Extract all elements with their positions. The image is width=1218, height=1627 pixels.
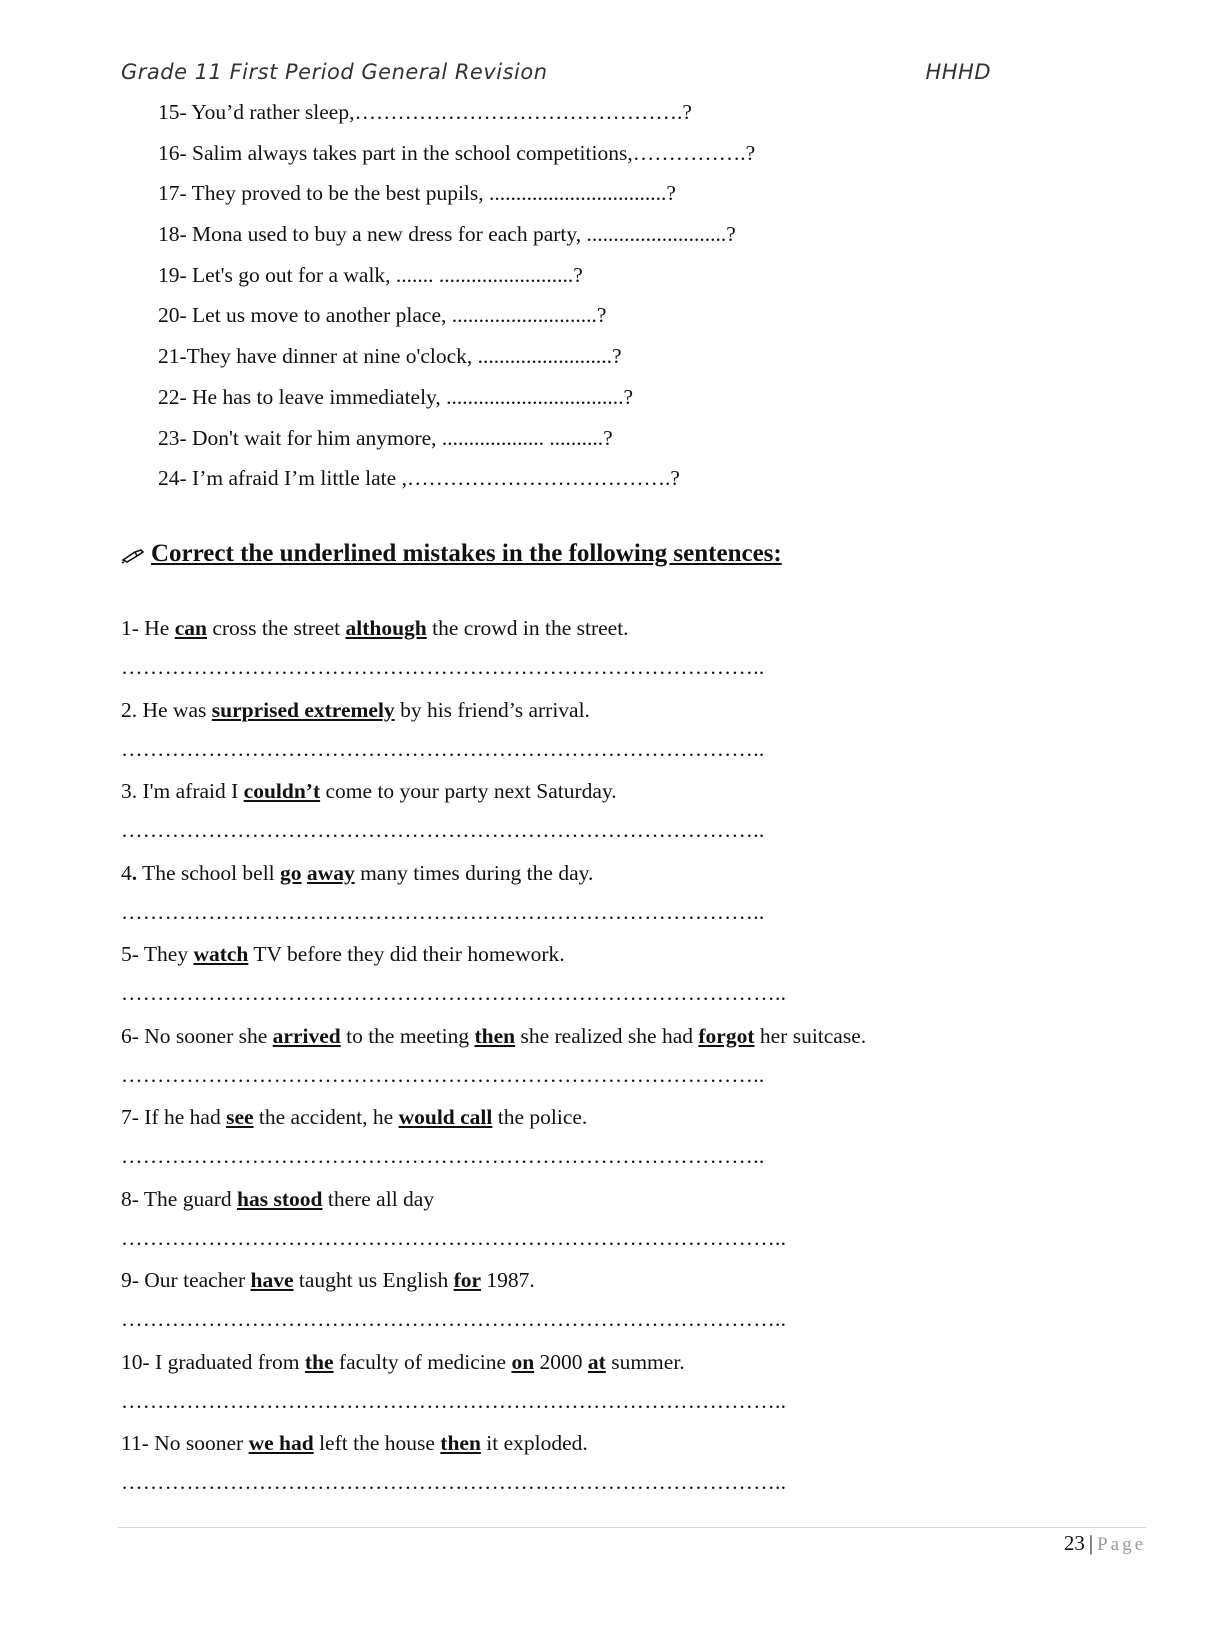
answer-line[interactable]: ……………………………………………………………………………….. <box>121 1225 787 1250</box>
correction-item <box>121 1097 1121 1179</box>
correction-item <box>121 1260 1121 1342</box>
sentence-text: The school bell <box>137 860 281 885</box>
section-title-text: Correct the underlined mistakes in the following sentences: <box>151 540 782 567</box>
page-number: 23 <box>1063 1531 1085 1555</box>
sentence-text: summer. <box>605 1349 685 1374</box>
sentence-text: 11- No sooner <box>121 1431 249 1455</box>
tag-question-item: 20- Let us move to another place, ...........................? <box>158 303 607 328</box>
underlined-mistake: then <box>440 1431 481 1455</box>
correction-sentence <box>121 1179 1121 1219</box>
sentence-text: 6- No sooner she <box>121 1023 273 1048</box>
correction-item <box>121 1423 1121 1505</box>
tag-question-item: 17- They proved to be the best pupils, .................................? <box>158 181 676 206</box>
tag-question-item: 22- He has to leave immediately, .................................? <box>158 384 634 409</box>
tag-question-item: 23- Don't wait for him anymore, ................... ..........? <box>158 425 613 450</box>
sentence-text: to the meeting <box>340 1023 475 1048</box>
sentence-text: many times during the day. <box>354 860 594 885</box>
underlined-mistake: have <box>250 1268 294 1292</box>
sentence-text: left the house <box>313 1431 441 1455</box>
sentence-text: TV before they did their homework. <box>248 942 565 966</box>
underlined-mistake: arrived <box>272 1023 341 1048</box>
tag-question-item: 24- I’m afraid I’m little late ,……………………………….? <box>158 466 680 491</box>
correction-sentence <box>121 608 1121 648</box>
correction-sentence <box>121 1342 1121 1382</box>
tag-question-item: 18- Mona used to buy a new dress for each party, ..........................? <box>158 222 736 247</box>
tag-question-item: 15- You’d rather sleep,……………………………………….? <box>158 100 692 124</box>
underlined-mistake: the <box>304 1349 334 1374</box>
underlined-mistake: for <box>453 1268 482 1292</box>
sentence-text: the crowd in the street. <box>426 616 629 640</box>
answer-line[interactable]: ……………………………………………………………………………….. <box>121 1470 787 1494</box>
tag-question-item: 16- Salim always takes part in the school competitions,…………….? <box>158 140 756 165</box>
tag-question-item: 21-They have dinner at nine o'clock, .........................? <box>158 344 622 369</box>
correction-item <box>121 1179 1121 1261</box>
page-footer <box>1064 1531 1146 1556</box>
correction-sentence <box>121 690 1121 730</box>
correction-item <box>121 1016 1121 1098</box>
correction-item <box>121 1342 1121 1424</box>
correction-item <box>121 608 1121 690</box>
underlined-mistake: then <box>474 1023 516 1048</box>
underlined-mistake: although <box>345 616 427 640</box>
sentence-text: 7- If he had <box>121 1105 227 1129</box>
correction-sentence <box>121 1016 1121 1056</box>
page-header <box>121 60 991 90</box>
underlined-mistake: go <box>280 860 302 885</box>
correction-sentence <box>121 1097 1121 1137</box>
sentence-text: 5- They <box>121 942 194 966</box>
answer-line[interactable]: ……………………………………………………………………………….. <box>121 1388 787 1413</box>
footer-divider <box>118 1527 1146 1528</box>
sentence-text: 10- I graduated from <box>121 1349 305 1374</box>
sentence-text: . <box>131 860 138 885</box>
answer-line[interactable]: …………………………………………………………………………….. <box>121 818 765 842</box>
sentence-text: 1- He <box>121 616 175 640</box>
correction-sentence <box>121 934 1121 974</box>
header-title: Grade 11 First Period General Revision <box>121 60 548 84</box>
correction-item <box>121 771 1121 853</box>
answer-line[interactable]: ……………………………………………………………………………….. <box>121 1307 787 1331</box>
answer-line[interactable]: …………………………………………………………………………….. <box>121 899 765 924</box>
answer-line[interactable]: ……………………………………………………………………………….. <box>121 981 787 1005</box>
sentence-text: 3. I'm afraid I <box>121 779 244 803</box>
sentence-text: 1987. <box>481 1268 535 1292</box>
underlined-mistake: away <box>306 860 355 885</box>
correction-sentence <box>121 1423 1121 1463</box>
sentence-text: it exploded. <box>480 1431 588 1455</box>
correction-sentence <box>121 771 1121 811</box>
sentence-text: cross the street <box>206 616 346 640</box>
sentence-text: 2000 <box>534 1349 588 1374</box>
sentence-text: her suitcase. <box>754 1023 867 1048</box>
underlined-mistake: couldn’t <box>243 779 321 803</box>
header-initials: HHHD <box>925 60 991 84</box>
underlined-mistake: at <box>587 1349 606 1374</box>
underlined-mistake: can <box>174 616 207 640</box>
sentence-text: come to your party next Saturday. <box>320 779 617 803</box>
sentence-text: 8- The guard <box>121 1186 238 1211</box>
sentence-text: she realized she had <box>515 1023 699 1048</box>
answer-line[interactable]: …………………………………………………………………………….. <box>121 736 765 761</box>
underlined-mistake: surprised extremely <box>211 697 395 722</box>
underlined-mistake: would call <box>398 1105 493 1129</box>
underlined-mistake: watch <box>193 942 249 966</box>
correction-sentence <box>121 1260 1121 1300</box>
tag-question-item: 19- Let's go out for a walk, ....... .........................? <box>158 262 583 287</box>
correction-sentence <box>121 853 1121 893</box>
sentence-text: the accident, he <box>253 1105 399 1129</box>
answer-line[interactable]: …………………………………………………………………………….. <box>121 1144 765 1168</box>
answer-line[interactable]: …………………………………………………………………………….. <box>121 655 765 679</box>
sentence-text: faculty of medicine <box>333 1349 512 1374</box>
correction-item <box>121 853 1121 935</box>
answer-line[interactable]: …………………………………………………………………………….. <box>121 1062 765 1087</box>
underlined-mistake: has stood <box>237 1186 323 1211</box>
footer-separator: | <box>1088 1531 1094 1555</box>
correction-item <box>121 934 1121 1016</box>
section-heading <box>121 540 782 568</box>
underlined-mistake: see <box>226 1105 254 1129</box>
page-label: Page <box>1097 1534 1146 1555</box>
sentence-text: by his friend’s arrival. <box>394 697 590 722</box>
tag-question-list <box>158 92 1118 499</box>
sentence-text: there all day <box>322 1186 435 1211</box>
sentence-text: the police. <box>492 1105 588 1129</box>
correction-item <box>121 690 1121 772</box>
sentence-text: 9- Our teacher <box>121 1268 251 1292</box>
writing-hand-icon <box>121 546 145 564</box>
sentence-text: 4 <box>121 860 132 885</box>
correction-exercise-list <box>121 608 1121 1505</box>
underlined-mistake: we had <box>248 1431 314 1455</box>
underlined-mistake: on <box>511 1349 535 1374</box>
underlined-mistake: forgot <box>698 1023 755 1048</box>
sentence-text: 2. He was <box>121 697 212 722</box>
sentence-text: taught us English <box>293 1268 454 1292</box>
